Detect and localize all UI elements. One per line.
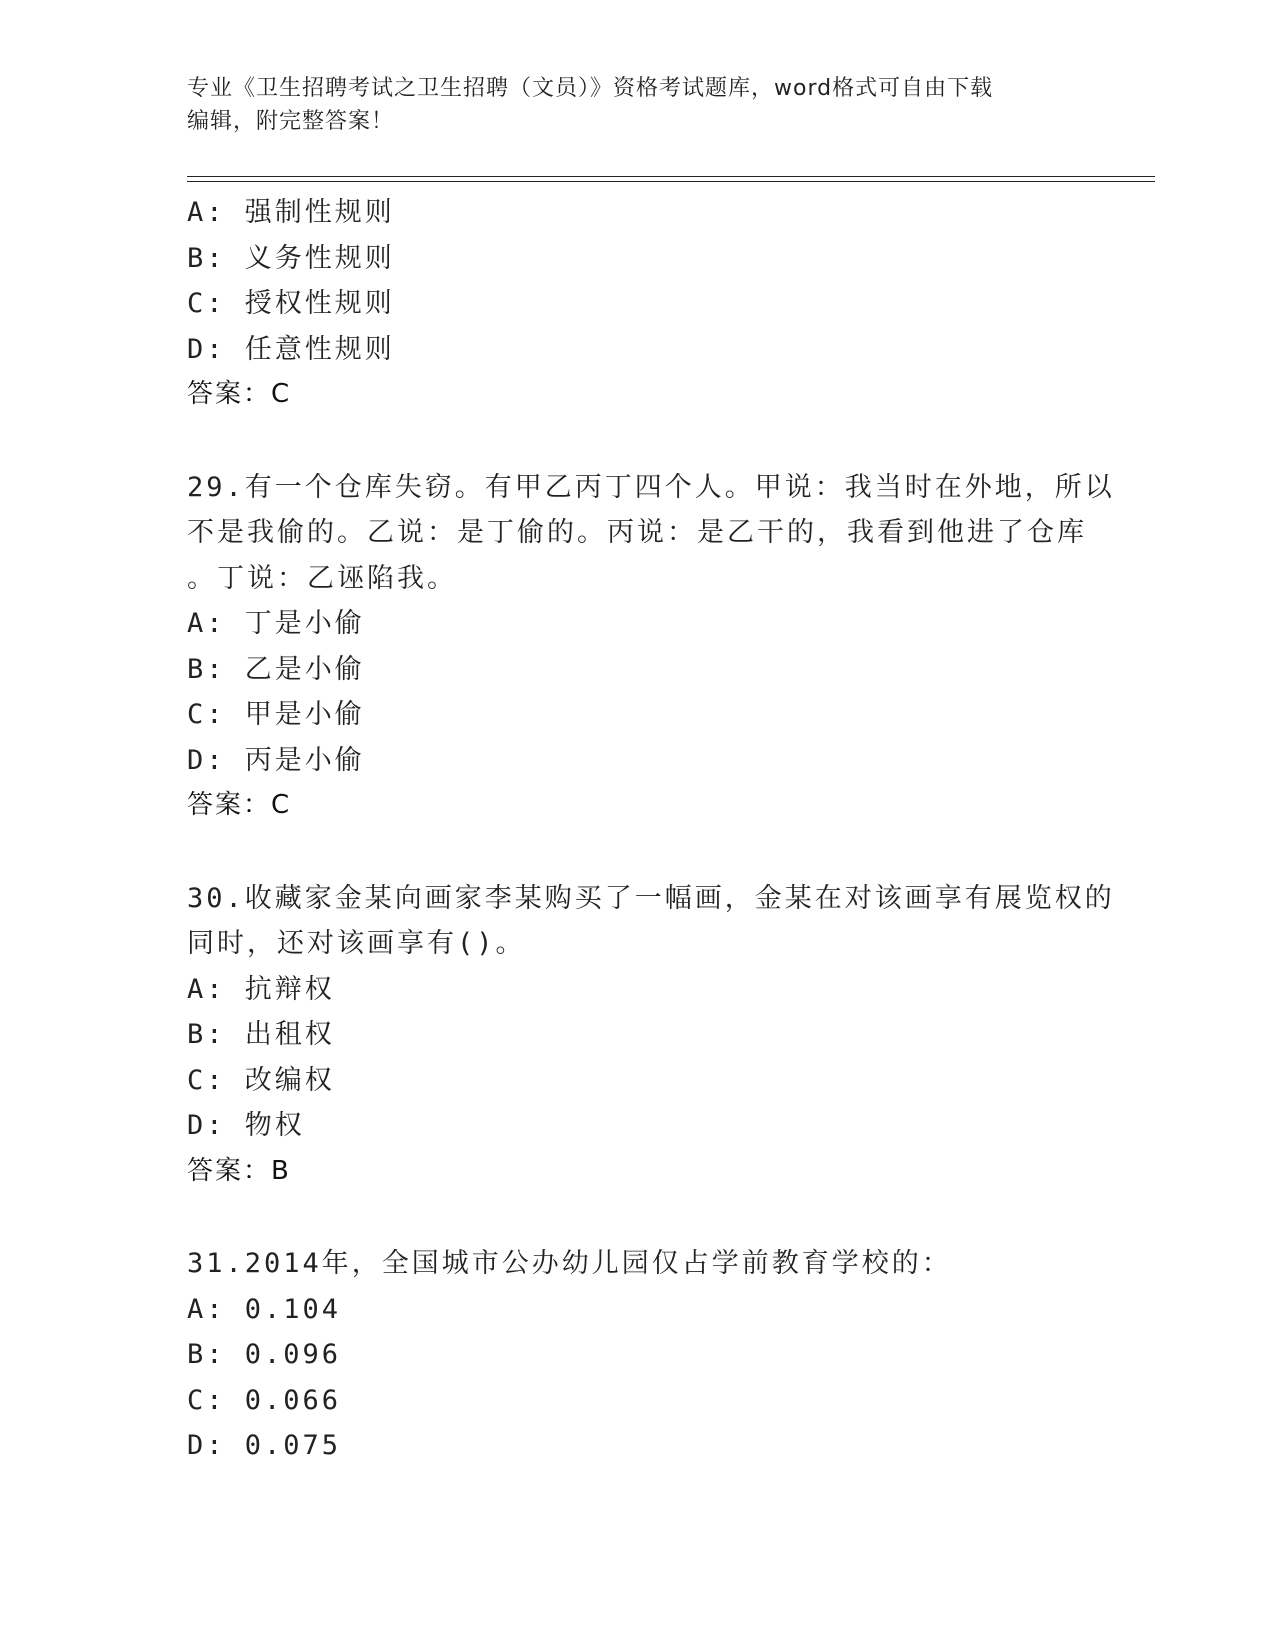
question-text-line: 30.收藏家金某向画家李某购买了一幅画，金某在对该画享有展览权的 xyxy=(187,882,1115,914)
answer: 答案：C xyxy=(187,790,292,820)
option-d: D: 丙是小偷 xyxy=(187,744,365,776)
option-b: B: 出租权 xyxy=(187,1019,335,1050)
option-d: D: 物权 xyxy=(187,1110,305,1141)
option-a: A: 强制性规则 xyxy=(187,197,395,228)
header-rule-bottom xyxy=(187,181,1155,182)
option-c: C: 授权性规则 xyxy=(187,288,395,319)
option-c: C: 甲是小偷 xyxy=(187,699,365,730)
header-rule-top xyxy=(187,176,1155,177)
question-text-line: 31.2014年，全国城市公办幼儿园仅占学前教育学校的： xyxy=(187,1248,952,1279)
question-list xyxy=(187,190,1115,1469)
question-text-line: 29.有一个仓库失窃。有甲乙丙丁四个人。甲说：我当时在外地，所以 xyxy=(187,471,1115,503)
question-text-line: 。丁说：乙诬陷我。 xyxy=(187,562,457,594)
option-b: B: 义务性规则 xyxy=(187,242,395,274)
option-b: B: 0.096 xyxy=(187,1339,342,1370)
document-header xyxy=(187,72,1087,138)
answer: 答案：C xyxy=(187,379,292,409)
question-28 xyxy=(187,190,1087,418)
question-29 xyxy=(187,465,1115,829)
question-text-line: 不是我偷的。乙说：是丁偷的。丙说：是乙干的，我看到他进了仓库 xyxy=(187,517,1087,548)
header-line-1: 专业《卫生招聘考试之卫生招聘（文员）》资格考试题库，word格式可自由下载 xyxy=(187,76,994,101)
option-a: A: 抗辩权 xyxy=(187,973,335,1005)
option-b: B: 乙是小偷 xyxy=(187,653,365,685)
answer: 答案：B xyxy=(187,1155,291,1186)
option-a: A: 0.104 xyxy=(187,1293,342,1325)
question-text-line: 同时，还对该画享有()。 xyxy=(187,928,526,959)
option-d: D: 0.075 xyxy=(187,1430,342,1461)
option-a: A: 丁是小偷 xyxy=(187,608,365,639)
option-c: C: 0.066 xyxy=(187,1384,342,1416)
question-30 xyxy=(187,876,1115,1195)
option-c: C: 改编权 xyxy=(187,1064,335,1096)
option-d: D: 任意性规则 xyxy=(187,333,395,365)
question-31 xyxy=(187,1241,1087,1469)
header-line-2: 编辑，附完整答案！ xyxy=(187,109,395,134)
